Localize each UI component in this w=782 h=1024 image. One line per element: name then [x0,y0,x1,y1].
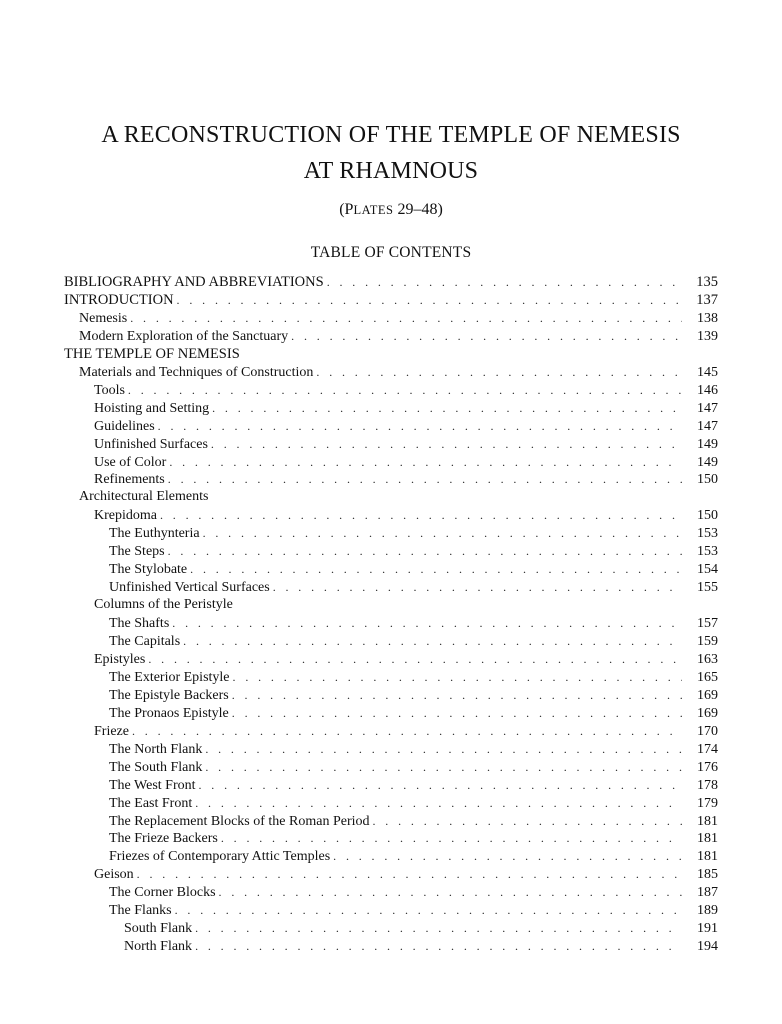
toc-entry-title: Refinements [94,472,165,488]
toc-entry [109,614,718,632]
toc-entry-title: Friezes of Contemporary Attic Temples [109,849,331,865]
plates-smallcaps: LATES [353,203,394,217]
dot-leader [177,291,682,309]
toc-entry-page-number: 147 [697,418,718,434]
toc-entry-page-number: 157 [697,616,718,632]
toc-entry-title: The Stylobate [109,562,188,578]
toc-entry-title: South Flank [124,921,193,937]
dot-leader [333,847,682,865]
toc-entry [109,812,718,830]
toc-entry [79,327,718,345]
dot-leader [232,704,682,722]
toc-entry [94,650,718,668]
toc-entry-page-number: 169 [697,705,718,721]
dot-leader [212,399,682,417]
dot-leader [158,417,682,435]
toc-entry [94,722,718,740]
toc-entry [94,453,718,471]
toc-entry-title: The Replacement Blocks of the Roman Period [109,813,370,829]
toc-entry [94,506,718,524]
dot-leader [128,381,682,399]
toc-entry-title: Modern Exploration of the Sanctuary [79,328,289,344]
toc-entry [94,596,718,614]
toc-entry-title: The Steps [109,544,165,560]
toc-entry-title: Hoisting and Setting [94,400,210,416]
toc-entry-title: THE TEMPLE OF NEMESIS [64,345,240,362]
toc-entry [124,919,718,937]
dot-leader [273,578,682,596]
toc-entry [109,632,718,650]
toc-entry-page-number: 149 [697,454,718,470]
toc-entry-title: Nemesis [79,310,128,326]
toc-entry-page-number: 185 [697,867,718,883]
dot-leader [168,542,682,560]
toc-entry-page-number: 153 [697,544,718,560]
toc-entry-page-number: 135 [696,274,718,290]
plates-open: (P [339,201,354,218]
toc-entry-title: Unfinished Vertical Surfaces [109,580,270,596]
toc-entry-page-number: 147 [697,400,718,416]
toc-entry-title: The Exterior Epistyle [109,669,230,685]
toc-entry [64,291,718,309]
toc-entry-title: The Frieze Backers [109,831,218,847]
dot-leader [233,668,682,686]
toc-entry-page-number: 169 [697,687,718,703]
toc-entry [64,345,718,363]
toc-entry-page-number: 191 [697,921,718,937]
toc-entry-page-number: 174 [697,741,718,757]
toc-entry-title: The Flanks [109,903,172,919]
toc-entry [109,668,718,686]
toc-entry-page-number: 146 [697,382,718,398]
toc-entry [94,417,718,435]
toc-entry-title: The North Flank [109,741,203,757]
dot-leader [190,560,682,578]
plates-range: 29–48) [393,201,443,218]
toc-entry [109,847,718,865]
toc-entry [109,758,718,776]
dot-leader [373,812,683,830]
dot-leader [195,794,682,812]
dot-leader [205,758,682,776]
dot-leader [195,919,682,937]
toc-entry [109,704,718,722]
toc-entry-title: Use of Color [94,454,167,470]
toc-entry-title: The East Front [109,795,193,811]
toc-entry-page-number: 138 [697,310,718,326]
toc-entry-page-number: 137 [696,291,718,308]
toc-entry [79,363,718,381]
toc-entry-title: Unfinished Surfaces [94,436,208,452]
toc-entry-page-number: 179 [697,795,718,811]
toc-entry-page-number: 159 [697,634,718,649]
toc-entry [94,399,718,417]
toc-entry-title: The Shafts [109,616,170,632]
toc-entry [109,794,718,812]
toc-entry [94,865,718,883]
dot-leader [203,524,682,542]
toc-entry-page-number: 181 [697,849,718,865]
toc-entry-page-number: 139 [697,328,718,344]
dot-leader [211,435,682,453]
dot-leader [137,865,682,883]
toc-entry-title: The Capitals [109,634,181,649]
toc-entry-page-number: 189 [697,903,718,919]
toc-entry-page-number: 145 [697,364,718,380]
toc-entry [79,309,718,327]
dot-leader [169,453,682,471]
toc-entry [109,542,718,560]
dot-leader [199,776,683,794]
toc-entry-page-number: 181 [697,813,718,829]
toc-entry [79,488,718,506]
toc-entry-title: Frieze [94,723,129,739]
toc-entry-page-number: 178 [697,777,718,793]
toc-entry-title: Epistyles [94,651,146,667]
toc-entry [94,381,718,399]
toc-entry-title: The Epistyle Backers [109,687,229,703]
toc-entry [109,829,718,847]
toc-entry [124,937,718,955]
toc-entry-page-number: 155 [697,580,718,596]
toc-entry [109,901,718,919]
toc-entry-page-number: 170 [697,723,718,739]
toc-entry-title: The South Flank [109,759,203,775]
dot-leader [316,363,682,381]
toc-entry-page-number: 149 [697,436,718,452]
dot-leader [327,273,682,291]
dot-leader [183,632,682,650]
toc-entry-page-number: 165 [697,669,718,685]
toc-entry-title: Materials and Techniques of Construction [79,364,314,380]
toc-entry [109,740,718,758]
dot-leader [172,614,682,632]
toc-entry [109,578,718,596]
toc-entry-page-number: 150 [697,508,718,524]
toc-entry-title: Tools [94,382,125,398]
dot-leader [205,740,682,758]
toc-entry-page-number: 150 [697,472,718,488]
toc-entry-title: The Euthynteria [109,526,200,542]
toc-entry-title: Geison [94,867,134,883]
toc-entry-title: INTRODUCTION [64,291,174,308]
toc-entry-page-number: 181 [697,831,718,847]
toc-entry-page-number: 163 [697,651,718,667]
toc-entry-title: The Pronaos Epistyle [109,705,229,721]
toc-entry-title: The West Front [109,777,196,793]
toc-heading: TABLE OF CONTENTS [310,244,472,261]
toc-entry-page-number: 194 [697,939,718,955]
toc-entry-title: The Corner Blocks [109,885,216,901]
dot-leader [219,883,682,901]
toc-entry [94,435,718,453]
toc-entry [109,560,718,578]
toc-entry-title: BIBLIOGRAPHY AND ABBREVIATIONS [64,274,324,290]
dot-leader [130,309,682,327]
toc-entry-page-number: 154 [697,562,718,578]
dot-leader [221,829,682,847]
toc-entry [109,686,718,704]
dot-leader [175,901,682,919]
toc-entry [64,273,718,291]
toc-entry-title: Krepidoma [94,508,157,524]
toc-entry [109,524,718,542]
title-line-1: A RECONSTRUCTION OF THE TEMPLE OF NEMESIS [101,122,681,148]
dot-leader [160,506,682,524]
toc-entry-page-number: 153 [697,526,718,542]
toc-entry-title: Architectural Elements [79,489,209,505]
toc-entry [109,776,718,794]
toc-entry-title: North Flank [124,939,193,955]
plates-reference [0,201,782,219]
toc-entry [94,470,718,488]
dot-leader [232,686,682,704]
toc-entry-title: Columns of the Peristyle [94,597,233,613]
dot-leader [291,327,682,345]
dot-leader [148,650,682,668]
toc-entry [109,883,718,901]
title-line-2: AT RHAMNOUS [303,158,479,184]
dot-leader [195,937,682,955]
dot-leader [168,470,682,488]
dot-leader [132,722,682,740]
toc-entry-page-number: 187 [697,885,718,901]
toc-entry-title: Guidelines [94,418,155,434]
toc-entry-page-number: 176 [697,759,718,775]
